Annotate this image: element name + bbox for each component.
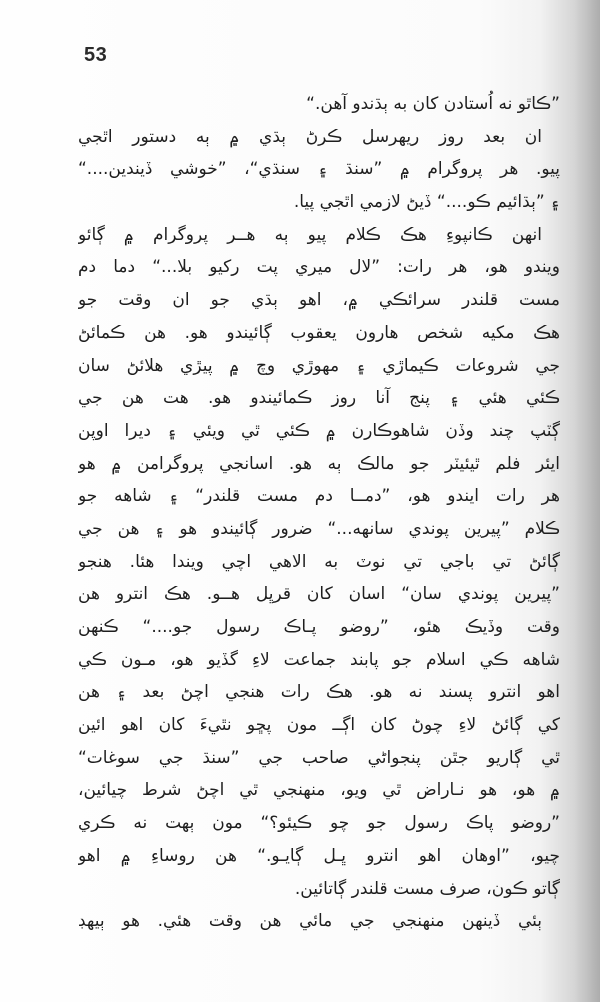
- text-line: انهن ڪانپوءِ هڪ ڪلام پيو ٻه هــر پروگرام ۾ ڳائو: [78, 224, 542, 245]
- text-line: هر رات ايندو هو، ”دمــا دم مست قلندر“ ۽ شاهه جو: [78, 486, 560, 507]
- text-line: اهو انترو پسند نه هو. هڪ رات هنجي اچڻ بعد ۽ هن: [78, 682, 560, 703]
- text-line: ڪلام ”پيرين پوندي سانهه...“ ضرور ڳائيندو هو ۽ هن جي: [78, 518, 560, 539]
- page-number: 53: [84, 44, 108, 66]
- text-line: جي شروعات ڪيماڙي ۽ مهوڙي وچ ۾ پيڙي هلائڻ سان: [78, 355, 560, 376]
- text-line: ويندو هو، هر رات: ”لال ميري پت رکيو بلا...“ دما دم: [78, 257, 560, 278]
- body-text: [78, 88, 560, 938]
- text-line: ۽ ”ٻڌائيم ڪو....“ ڏيڻ لازمي اٿجي پيا.: [293, 192, 560, 213]
- text-line: ان بعد روز ريهرسل ڪرڻ ٻڌي ۾ ٻه دستور اٿجي: [78, 126, 542, 147]
- text-line: ٻئي ڏينهن منهنجي جي مائي هن وقت هئي. هو ٻيهڊ: [78, 911, 542, 932]
- text-line: ڪئي هئي ۽ پنج آنا روز ڪمائيندو هو. هت هن جي: [78, 388, 560, 409]
- text-line: شاهه ڪي اسلام جو پابند جماعت لاءِ گڏيو هو، مـون ڪي: [78, 649, 560, 670]
- text-line: ۾ هو، هو نـاراض ٿي ويو، منهنجي ٿي اچڻ شرط چيائين،: [78, 780, 560, 801]
- text-line: ايئر فلم ٿيئيٽر جو مالڪ ٻه هو. اسانجي پروگرامن ۾ هو: [78, 453, 560, 474]
- text-line: چيو، ”اوهان اهو انترو ڀـل ڳايـو.“ هن روساءِ ۾ اهو: [78, 845, 560, 866]
- binding-shadow: [574, 0, 600, 1002]
- text-line: کي ڳائڻ لاءِ چوڻ کان اڳــ مون پڇو نٿيءَ کان اهو ائين: [78, 715, 560, 736]
- text-line: مست قلندر سرائڪي ۾، اهو ٻڌي جو ان وقت جو: [78, 290, 560, 311]
- text-line: ٿي ڳاريو جٿن پنجواڻي صاحب جي ”سنڌ جي سوغات“: [78, 747, 560, 768]
- text-line: ڳائڻ تي باجي تي نوٽ به الاهي اچي ويندا هئا. هنجو: [78, 551, 560, 572]
- text-line: ڳٽپ چند وڏن شاهوڪارن ۾ ڪئي ٿي ويئي ۽ ديرا اوپن: [78, 420, 560, 441]
- text-line: ”روضو پاڪ رسول جو چو ڪيئو؟“ مون ٻهت نه ڪري: [78, 813, 560, 834]
- text-line: ”ڪاٿو نه اُستادن کان به ٻڌندو آهن.“: [306, 94, 560, 114]
- text-line: پيو. هر پروگرام ۾ ”سنڌ ۽ سنڌي“، ”خوشي ڏيندين....“: [78, 159, 560, 180]
- text-line: وقت وڏيڪ هئو، ”روضو پـاڪ رسول جو....“ ڪنهن: [78, 617, 560, 637]
- text-line: ڳاتو ڪون، صرف مست قلندر ڳاتائين.: [294, 878, 560, 899]
- text-line: ”پيرين پوندي سان“ اسان کان قرڀل هــو. هڪ انترو هن: [78, 584, 560, 605]
- text-line: هڪ مکيه شخص هارون يعقوب ڳائيندو هو. هن ڪمائڻ: [78, 322, 560, 343]
